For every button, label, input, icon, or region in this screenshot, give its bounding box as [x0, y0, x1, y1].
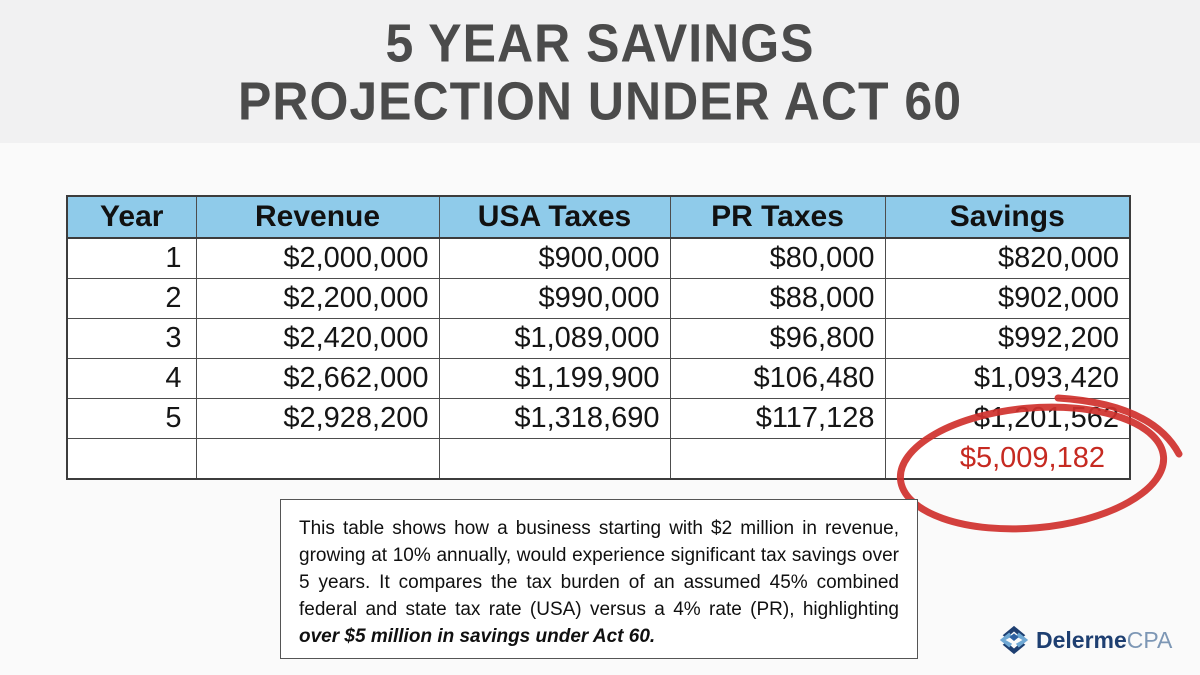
table-cell: $1,199,900 — [439, 358, 670, 398]
projection-table — [66, 195, 1129, 480]
column-header-year: Year — [67, 196, 196, 238]
empty-cell — [67, 438, 196, 479]
table-cell: $1,093,420 — [885, 358, 1130, 398]
page-title-line-2: PROJECTION UNDER ACT 60 — [237, 70, 963, 131]
logo-name-primary: Delerme — [1036, 626, 1127, 653]
table-cell: $2,928,200 — [196, 398, 439, 438]
description-box — [280, 499, 918, 659]
column-header-revenue: Revenue — [196, 196, 439, 238]
table-cell: 4 — [67, 358, 196, 398]
empty-cell — [196, 438, 439, 479]
table-row — [67, 278, 1130, 318]
table-cell: $2,420,000 — [196, 318, 439, 358]
table-cell: $96,800 — [670, 318, 885, 358]
description-main: This table shows how a business starting with $2 million in revenue, growing at 10% annually, would experience significant tax savings over 5 years. It compares the tax burden of an assumed 45% combined federal and state tax rate (USA) versus a 4% rate (PR), highlighting — [299, 518, 899, 620]
table-cell: $1,318,690 — [439, 398, 670, 438]
table-row — [67, 358, 1130, 398]
logo-text — [1036, 627, 1172, 654]
logo-name-secondary: CPA — [1126, 626, 1173, 653]
description-emphasis: over $5 million in savings under Act 60. — [299, 626, 656, 647]
table-header-row — [67, 196, 1130, 238]
table-cell: $88,000 — [670, 278, 885, 318]
table-cell: 1 — [67, 238, 196, 278]
page-title-line-1: 5 YEAR SAVINGS — [385, 12, 815, 73]
title-band — [0, 0, 1200, 143]
table-cell: $1,201,562 — [885, 398, 1130, 438]
table-cell: $992,200 — [885, 318, 1130, 358]
table-cell: $2,200,000 — [196, 278, 439, 318]
table-cell: $902,000 — [885, 278, 1130, 318]
table-row — [67, 238, 1130, 278]
table-cell: $106,480 — [670, 358, 885, 398]
column-header-pr-taxes: PR Taxes — [670, 196, 885, 238]
table-cell: $990,000 — [439, 278, 670, 318]
total-savings-value: $5,009,182 — [885, 438, 1130, 479]
column-header-usa-taxes: USA Taxes — [439, 196, 670, 238]
table-cell: $80,000 — [670, 238, 885, 278]
company-logo — [997, 623, 1172, 657]
table-cell: $900,000 — [439, 238, 670, 278]
table-cell: 5 — [67, 398, 196, 438]
table-row — [67, 318, 1130, 358]
description-text — [299, 515, 899, 650]
table-row — [67, 398, 1130, 438]
table-cell: 3 — [67, 318, 196, 358]
table-total-row — [67, 438, 1130, 479]
table-cell: $2,000,000 — [196, 238, 439, 278]
empty-cell — [670, 438, 885, 479]
table-cell: $1,089,000 — [439, 318, 670, 358]
table-cell: $820,000 — [885, 238, 1130, 278]
column-header-savings: Savings — [885, 196, 1130, 238]
table-cell: $2,662,000 — [196, 358, 439, 398]
table-cell: $117,128 — [670, 398, 885, 438]
delerme-pinwheel-icon — [997, 623, 1031, 657]
empty-cell — [439, 438, 670, 479]
table-cell: 2 — [67, 278, 196, 318]
